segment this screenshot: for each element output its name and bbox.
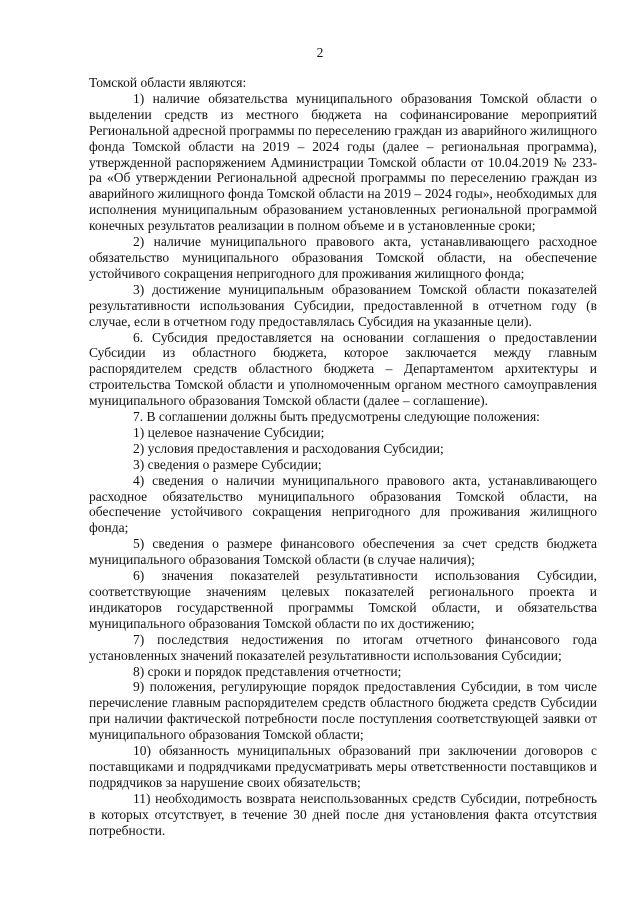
paragraph: 7) последствия недостижения по итогам отчетного финансового года установленных значений показателей результативности использования Субсидии; (89, 631, 597, 663)
paragraph: 8) сроки и порядок представления отчетности; (133, 663, 402, 679)
document-body (89, 75, 597, 839)
paragraph: Томской области являются: (89, 75, 247, 90)
paragraph: 1) целевое назначение Субсидии; (133, 424, 325, 440)
paragraph: 3) достижение муниципальным образованием Томской области показателей результативности использования Субсидии, предоставленной в отчетном году (в случае, если в отчетном году предоставлялась Субсидия на указанные цели). (89, 281, 597, 329)
paragraph: 11) необходимость возврата неиспользованных средств Субсидии, потребность в которых отсутствует, в течение 30 дней после дня установления факта отсутствия потребности. (89, 790, 597, 838)
paragraph: 2) условия предоставления и расходования Субсидии; (133, 440, 444, 456)
paragraph: 10) обязанность муниципальных образований при заключении договоров с поставщиками и подрядчиками предусматривать меры ответственности поставщиков и подрядчиков за нарушение своих обязательств; (89, 743, 597, 790)
paragraph: 9) положения, регулирующие порядок предоставления Субсидии, в том числе перечисление главным распорядителем средств областного бюджета средств Субсидии при наличии фактической потребности после поступления соответствующей заявки от муниципального образования Томской области; (89, 679, 597, 743)
paragraph: 5) сведения о размере финансового обеспечения за счет средств бюджета муниципального образования Томской области (в случае наличия); (89, 536, 597, 568)
paragraph: 6. Субсидия предоставляется на основании соглашения о предоставлении Субсидии из областного бюджета, которое заключается между главным распорядителем средств областного бюджета – Департаментом архитектуры и строительства Томской области и уполномоченным органом местного самоуправления муниципального образования Томской области (далее – соглашение). (89, 329, 597, 409)
paragraph: 6) значения показателей результативности использования Субсидии, соответствующие значениям целевых показателей регионального проекта и индикаторов государственной программы Томской области, и обязательства муниципального образования Томской области по их достижению; (89, 568, 597, 631)
paragraph: 4) сведения о наличии муниципального правового акта, устанавливающего расходное обязательство муниципального образования Томской области, на обеспечение устойчивого сокращения непригодного для проживания жилищного фонда; (89, 472, 597, 536)
paragraph: 2) наличие муниципального правового акта, устанавливающего расходное обязательство муниципального образования Томской области, на обеспечение устойчивого сокращения непригодного для проживания жилищного фонда; (89, 234, 597, 281)
page-number: 2 (316, 45, 324, 60)
paragraph: 1) наличие обязательства муниципального образования Томской области о выделении средств из местного бюджета на софинансирование мероприятий Региональной адресной программы по переселению граждан из аварийного жилищного фонда Томской области на 2019 – 2024 годы (далее – региональная программа), утвержденной распоряжением Администрации Томской области от 10.04.2019 № 233-ра «Об утверждении Региональной адресной программы по переселению граждан из аварийного жилищного фонда Томской области на 2019 – 2024 годы», необходимых для исполнения муниципальным образованием установленных региональной программой конечных результатов реализации в полном объеме и в установленные сроки; (89, 90, 597, 234)
paragraph: 3) сведения о размере Субсидии; (133, 456, 322, 472)
paragraph: 7. В соглашении должны быть предусмотрены следующие положения: (133, 409, 540, 425)
